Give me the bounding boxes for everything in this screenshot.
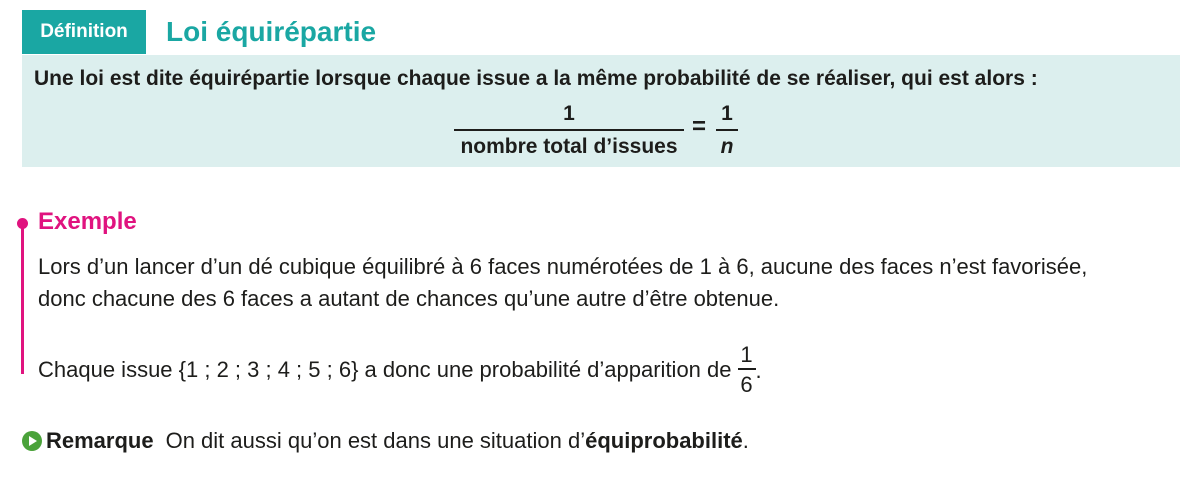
example-line-2: donc chacune des 6 faces a autant de chances qu’une autre d’être obtenue. (38, 286, 780, 311)
example-fraction-denominator: 6 (740, 371, 753, 397)
example-fraction (738, 344, 756, 396)
play-arrow-icon (22, 431, 42, 451)
definition-header (22, 9, 376, 55)
formula-rhs-fraction (716, 99, 738, 161)
example-side-line (21, 222, 24, 374)
definition-badge: Définition (22, 10, 146, 54)
remark-label: Remarque (46, 428, 154, 453)
example-title: Exemple (38, 208, 137, 235)
remark-period: . (742, 428, 749, 453)
example-period: . (755, 357, 762, 383)
formula-rhs-numerator: 1 (721, 102, 733, 125)
remark (22, 428, 749, 454)
definition-text-strong: équirépartie (189, 67, 310, 90)
formula-rhs-denominator: n (720, 135, 734, 158)
example-line-3 (38, 344, 762, 396)
remark-text: On dit aussi qu’on est dans une situation d’ (165, 428, 586, 453)
formula-denominator: nombre total d’issues (460, 135, 678, 158)
formula-equals: = (692, 113, 707, 140)
example-line-3-text: Chaque issue {1 ; 2 ; 3 ; 4 ; 5 ; 6} a donc une probabilité d’apparition de (38, 356, 732, 382)
example-fraction-numerator: 1 (740, 342, 753, 367)
definition-title: Loi équirépartie (166, 16, 377, 47)
definition-text-after: lorsque chaque issue a la même probabilité de se réaliser, qui est alors : (309, 67, 1038, 90)
formula-fraction (454, 99, 684, 161)
formula-numerator: 1 (563, 102, 575, 125)
definition-box (22, 55, 1180, 167)
example-dot-icon (17, 218, 28, 229)
definition-text (34, 67, 1038, 91)
remark-strong: équiprobabilité (585, 428, 743, 453)
definition-text-before: Une loi est dite (34, 67, 190, 90)
example-line-1: Lors d’un lancer d’un dé cubique équilibré à 6 faces numérotées de 1 à 6, aucune des faces n’est favorisée, (38, 254, 1088, 279)
